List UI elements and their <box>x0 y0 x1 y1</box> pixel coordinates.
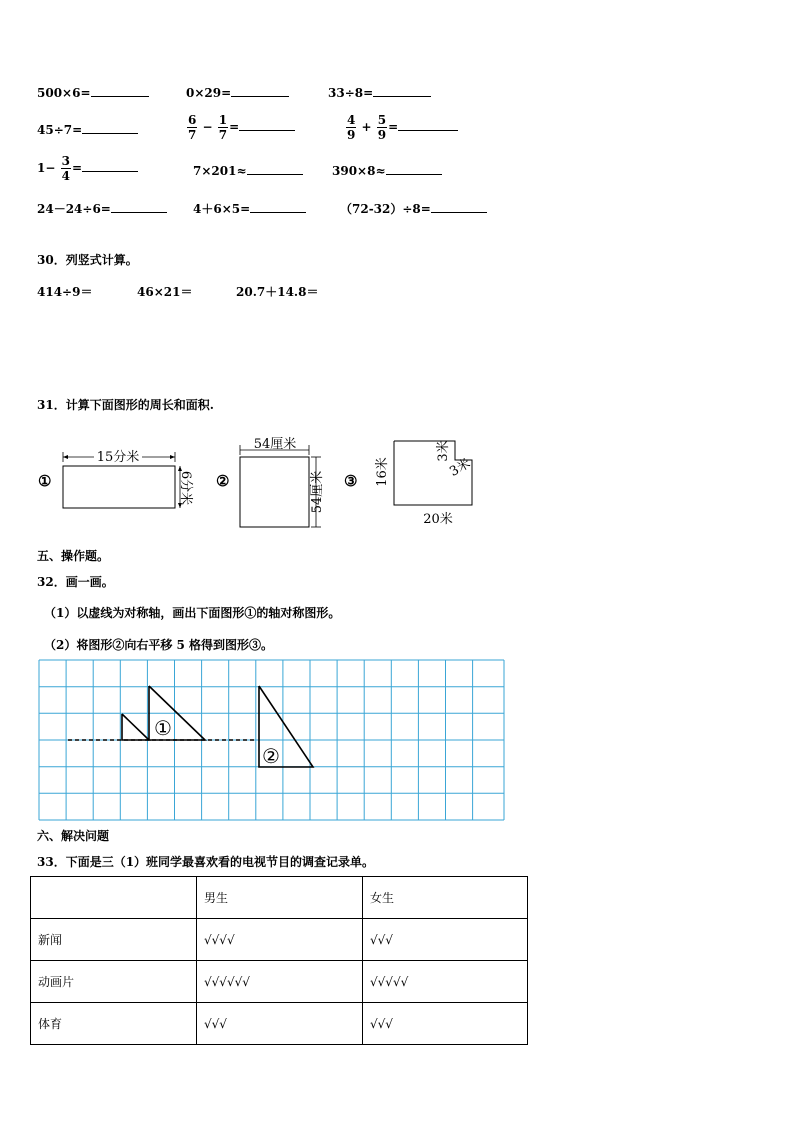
fraction-item: $\frac{4}{9}$ + $\frac{5}{9}$ = <box>345 113 458 142</box>
table-cell: 体育 <box>31 1003 197 1045</box>
question-31-title: 31．计算下面图形的周长和面积. <box>37 398 214 412</box>
dimension-label: 16米 <box>375 457 390 487</box>
dimension-label: 54厘米 <box>310 470 325 514</box>
fraction-item: $\frac{6}{7}$ − $\frac{1}{7}$ = <box>186 113 295 142</box>
table-cell: √√√√√√ <box>197 961 363 1003</box>
calc-item: （72-32）÷8= <box>340 200 487 217</box>
vertical-calc-item: 46×21＝ <box>137 285 193 299</box>
table-header-cell: 女生 <box>363 877 528 919</box>
question-32-part-1: （1）以虚线为对称轴，画出下面图形①的轴对称图形。 <box>44 606 341 620</box>
answer-blank[interactable] <box>231 84 289 97</box>
answer-blank[interactable] <box>250 200 306 213</box>
table-header-cell <box>31 877 197 919</box>
calc-item: 24－24÷6= <box>37 200 167 217</box>
answer-blank[interactable] <box>239 118 295 131</box>
section-6-title: 六、解决问题 <box>37 829 110 843</box>
calc-item: 4＋6×5= <box>193 200 306 217</box>
answer-blank[interactable] <box>111 200 167 213</box>
answer-blank[interactable] <box>373 84 431 97</box>
table-header-cell: 男生 <box>197 877 363 919</box>
dimension-label: 6分米 <box>178 470 193 506</box>
answer-blank[interactable] <box>386 162 442 175</box>
dimension-label: 54厘米 <box>253 437 297 452</box>
table-cell: √√√√ <box>197 919 363 961</box>
table-cell: 动画片 <box>31 961 197 1003</box>
calc-item: 33÷8= <box>328 84 431 100</box>
drawing-grid[interactable] <box>38 657 508 823</box>
calc-item: 390×8≈ <box>332 162 442 178</box>
table-header-row <box>31 877 528 919</box>
dimension-label: 15分米 <box>96 450 140 465</box>
calc-item: 7×201≈ <box>193 162 303 178</box>
vertical-calc-item: 20.7＋14.8＝ <box>236 285 319 299</box>
table-cell: √√√ <box>363 1003 528 1045</box>
question-32-title: 32．画一画。 <box>37 575 114 589</box>
section-5-title: 五、操作题。 <box>37 549 110 563</box>
shape-1-label: ① <box>154 716 172 740</box>
perimeter-area-figures <box>30 430 500 532</box>
table-row <box>31 1003 528 1045</box>
fraction-item: 1− $\frac{3}{4}$ = <box>37 154 138 183</box>
figure-label: ② <box>216 472 230 490</box>
table-cell: √√√ <box>197 1003 363 1045</box>
fraction: $\frac{6}{7}$ <box>188 113 197 142</box>
question-30-title: 30．列竖式计算。 <box>37 253 138 267</box>
figure-label: ① <box>38 472 52 490</box>
dimension-label: 3米 <box>436 440 451 462</box>
notched-figure-3 <box>374 440 473 527</box>
answer-blank[interactable] <box>398 118 458 131</box>
question-32-part-2: （2）将图形②向右平移 5 格得到图形③。 <box>44 638 274 652</box>
table-cell: √√√√√ <box>363 961 528 1003</box>
answer-blank[interactable] <box>91 84 149 97</box>
fraction: $\frac{1}{7}$ <box>218 113 228 142</box>
table-cell: 新闻 <box>31 919 197 961</box>
fraction: $\frac{3}{4}$ <box>61 154 70 183</box>
rectangle-figure-1 <box>63 449 194 508</box>
shape-2-label: ② <box>262 744 280 768</box>
fraction: $\frac{5}{9}$ <box>377 113 387 142</box>
vertical-calc-item: 414÷9＝ <box>37 285 93 299</box>
calc-item: 45÷7= <box>37 121 138 137</box>
question-33-title: 33．下面是三（1）班同学最喜欢看的电视节目的调查记录单。 <box>37 855 375 869</box>
square-figure-2 <box>240 436 325 527</box>
figure-label: ③ <box>344 472 358 490</box>
dimension-label: 20米 <box>423 512 453 527</box>
answer-blank[interactable] <box>431 200 487 213</box>
answer-blank[interactable] <box>247 162 303 175</box>
table-row <box>31 961 528 1003</box>
fraction: $\frac{4}{9}$ <box>347 113 356 142</box>
answer-blank[interactable] <box>82 159 138 172</box>
dimension-label: 3米 <box>447 456 474 480</box>
table-cell: √√√ <box>363 919 528 961</box>
table-row <box>31 919 528 961</box>
calc-item: 500×6= <box>37 84 149 100</box>
survey-table <box>30 876 528 1045</box>
answer-blank[interactable] <box>82 121 138 134</box>
calc-item: 0×29= <box>186 84 289 100</box>
